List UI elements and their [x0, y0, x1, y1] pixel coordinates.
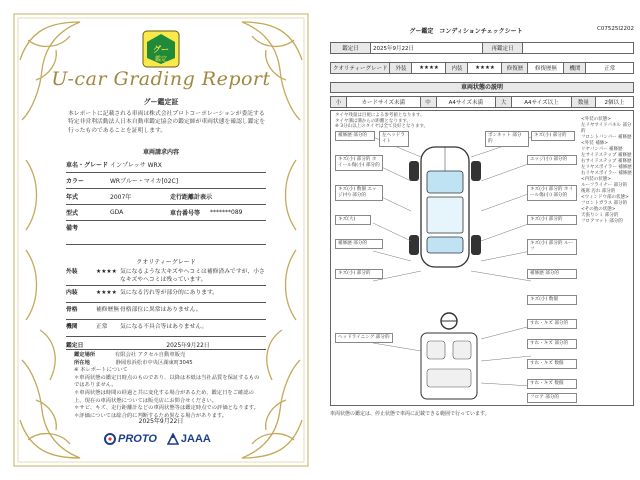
legend-line: リヤバンパー 補修歴 [581, 147, 623, 152]
certificate-subtitle: グー鑑定証 [143, 98, 179, 106]
quality-grade-table [330, 62, 634, 74]
condition-check-sheet [322, 0, 640, 480]
damage-label: キズ(小) 数個 エッジ(中) 部分的 [335, 185, 383, 201]
footer-logos [104, 428, 234, 450]
sheet-footer-note: 車両状態の鑑定は、停止状態で車両に記載できる範囲で行っています。 [330, 411, 490, 417]
proto-logo [104, 433, 157, 445]
cell-value: 修復歴無 [528, 63, 564, 74]
grade-row-frame [66, 306, 266, 320]
vehicle-color-value: WRブルー・マイカ[02C] [110, 178, 179, 185]
damage-label: キズ(大) [335, 215, 371, 225]
grade-row-exterior [66, 268, 266, 286]
vehicle-name-row [66, 157, 266, 173]
size-cell: A4サイズ未満 [436, 97, 496, 108]
damage-label: ボンネット 部分的 [485, 131, 529, 147]
recheck-value [523, 43, 634, 54]
sheet-header: グー鑑定 コンディションチェックシート [409, 28, 523, 35]
vehicle-year-label: 年式 [66, 194, 79, 201]
grade-description: 気になる不具合等はありません。 [120, 324, 208, 330]
grade-stars: ★★★★ [96, 290, 117, 296]
vehicle-model-row [66, 205, 266, 221]
damage-label: キズ(小) 部分的 [531, 131, 575, 141]
damage-label: キズ(小) 数個 [527, 295, 577, 305]
grade-description: 骨格部位に異常はありません。 [120, 307, 202, 313]
grade-label: 内装 [66, 290, 78, 296]
damage-label: すれ・キズ 数個 [527, 379, 577, 389]
cell-label: 修復歴 [502, 63, 528, 74]
legend-line: 後席 汚れ 部分的 [581, 189, 616, 194]
vehicle-model-label: 型式 [66, 210, 79, 217]
jaaa-logo [167, 433, 211, 445]
goo-appraisal-badge-icon [142, 30, 180, 68]
legend-line: ルーフライナー 部分的 [581, 183, 628, 188]
grade-row-interior [66, 289, 266, 303]
vehicle-name-value: インプレッサ WRX [110, 162, 162, 169]
note-line: ＊車両状態の鑑定日時点のものであり、以降は本紙は当社品質を保証するものではありません。 [74, 374, 260, 389]
vehicle-year-value: 2007年 [110, 194, 132, 201]
quality-grade-title: クオリティーグレード [136, 259, 196, 266]
date-value: 2025年9月22日 [371, 43, 483, 54]
jaaa-mark-icon [167, 433, 179, 445]
grade-label: 機関 [66, 324, 78, 330]
note-line: ＊評価については総合的に判断するため異なる場合があります。 [74, 412, 228, 419]
vehicle-year-row [66, 189, 266, 205]
size-cell: 2個以上 [596, 97, 634, 108]
damage-label: フロア 部分的 [527, 393, 577, 403]
damage-label: すれ・キズ 部分的 [527, 339, 577, 349]
legend-line: 左サイドステップ 補修歴 [581, 153, 632, 158]
condition-legend [581, 117, 633, 225]
mileage-label: 走行距離計表示 [170, 194, 213, 201]
vehicle-notes-label: 備考 [66, 225, 79, 232]
date-label: 鑑定日 [331, 43, 371, 54]
damage-label: 補修歴 部分的 [335, 239, 383, 249]
cell-value: ★★★★ [468, 63, 502, 74]
vehicle-name-label: 車名・グレード [66, 162, 109, 169]
legend-line: <ウィンドウ部の状態> [581, 195, 629, 200]
damage-label: キズ(小) 部分的 [335, 269, 383, 279]
svg-text:グー: グー [153, 45, 169, 54]
note-line: ＊サビ、キズ、走行距離計などの車両状態等は鑑定時点での評価となります。 [74, 405, 259, 412]
damage-label: キズ(小) 部分的 ホイール傷(小) 部分的 [335, 155, 383, 171]
cell-label: 機関 [564, 63, 586, 74]
legend-line: 左リヤサイドパネル 部分的 [581, 123, 632, 134]
size-cell: A4サイズ以上 [512, 97, 572, 108]
legend-line: <内装の状態> [581, 177, 612, 182]
vehicle-state-title: 車両状態の説明 [330, 82, 634, 93]
location-label: 所在地 [74, 359, 90, 366]
damage-label: 左ヘッドライト [379, 131, 409, 147]
vehicle-notes-row [66, 221, 266, 245]
grade-label: 外装 [66, 269, 78, 275]
location-value: 静岡県浜松市中央区湖東町3045 [115, 359, 193, 366]
appraisal-date-row [66, 340, 266, 350]
damage-label: 補修歴 部分的 [527, 269, 577, 279]
size-note: タイヤ残量は目視による参考値となります。 [335, 113, 425, 118]
proto-logo-text: PROTO [118, 433, 157, 445]
size-cell: 大 [496, 97, 512, 108]
legend-line: フロントガラス 部分的 [581, 201, 628, 206]
appraisal-place [74, 352, 264, 360]
grade-description: 気になる汚れ等が部分的にあります。 [120, 290, 219, 296]
vin-label: 車台番号等 [170, 210, 201, 217]
damage-label: キズ(小) 部分的 [527, 215, 577, 225]
svg-text:鑑定: 鑑定 [154, 56, 168, 63]
cell-value: ★★★★ [412, 63, 446, 74]
damage-label: キズ(小) 部分的 ルーフ [527, 239, 577, 255]
appraisal-date-label: 鑑定日 [66, 343, 84, 349]
legend-line: <外装 補修> [581, 141, 608, 146]
vehicle-model-value: GDA [110, 209, 124, 216]
vehicle-color-label: カラー [66, 178, 85, 185]
size-note: ※ 3分山以上のタイヤは全て良好となります。 [335, 124, 429, 130]
certificate-title: U-car Grading Report [51, 68, 271, 90]
size-cell: カードサイズ未満 [346, 97, 420, 108]
legend-line: <その他の状態> [581, 207, 616, 212]
appraisal-date-value: 2025年9月22日 [166, 343, 210, 349]
grade-row-engine [66, 323, 266, 337]
damage-label: すれ・キズ 部分的 [527, 319, 577, 329]
vehicle-diagram [330, 110, 634, 406]
cell-label: 外装 [390, 63, 412, 74]
appraisal-place-label: 鑑定場所 [74, 352, 96, 358]
legend-line: 右リヤスポイラー 補修歴 [581, 171, 632, 176]
certificate-notes [74, 352, 264, 420]
appraisal-date-table [330, 42, 634, 54]
grade-stars: 正常 [96, 324, 108, 330]
proto-mark-icon [104, 433, 116, 445]
damage-label: 補修歴 部分的 [335, 131, 375, 141]
legend-line: 天張りシミ 部分的 [581, 213, 619, 218]
legend-line: <外装の状態> [581, 117, 612, 122]
size-cell: 小 [331, 97, 347, 108]
size-cell: 数量 [571, 97, 595, 108]
note-line: ※ 本レポートについて [74, 367, 128, 374]
vehicle-section-title: 車両請求内容 [142, 149, 179, 156]
damage-label: すれ・キズ 数個 [527, 359, 577, 369]
cell-label: 内装 [446, 63, 468, 74]
note-line: ＊車両状態は時間の経過と共に変化する場合があるため、鑑定日をご確認の上、現在の車両状態については販売店にお問合せください。 [74, 389, 254, 404]
grade-stars: 補修歴無 [96, 307, 120, 313]
certificate-bottom-date: 2025年9月22日 [138, 418, 184, 425]
legend-line: フロアマット 部分的 [581, 219, 623, 224]
size-note: タイヤ溝は溝からの距離となります。 [335, 118, 412, 124]
vin-value: *******089 [210, 209, 243, 216]
jaaa-logo-text: JAAA [180, 433, 211, 445]
certificate-intro: 本レポートに記載される車両は株式会社プロトコーポレーションが委託する特定非営利活動法人日本自動車鑑定協会の鑑定師が車両状態を確認し鑑定を行ったものであることを証明します。 [68, 111, 266, 134]
damage-size-table [330, 96, 634, 108]
vehicle-color-row [66, 173, 266, 189]
sheet-code: C07525I2202 [597, 26, 634, 32]
quality-label: クオリティーグレード [331, 63, 390, 74]
grade-description: 気になるような大キズやヘコミは補修済みですが、小さなキズやヘコミは残っています。 [120, 269, 265, 283]
cell-value: 正常 [586, 63, 634, 74]
damage-label: キズ(小) 部分的 ホイール傷(小) 部分的 [527, 185, 577, 201]
damage-label: エッジ(小) 部分的 [527, 155, 577, 165]
legend-line: 左リヤスポイラー 補修歴 [581, 165, 632, 170]
grade-label: 骨格 [66, 307, 78, 313]
recheck-label: 再鑑定日 [483, 43, 523, 54]
legend-line: フロントバンパー 補修歴 [581, 135, 632, 140]
grade-stars: ★★★★ [96, 269, 117, 275]
legend-line: 右サイドステップ 補修歴 [581, 159, 632, 164]
size-cell: 中 [420, 97, 436, 108]
damage-label: ヘッドライニング 部分的 [335, 333, 393, 343]
appraisal-place-value: 有限会社 アクセル自動車販売 [114, 352, 186, 358]
